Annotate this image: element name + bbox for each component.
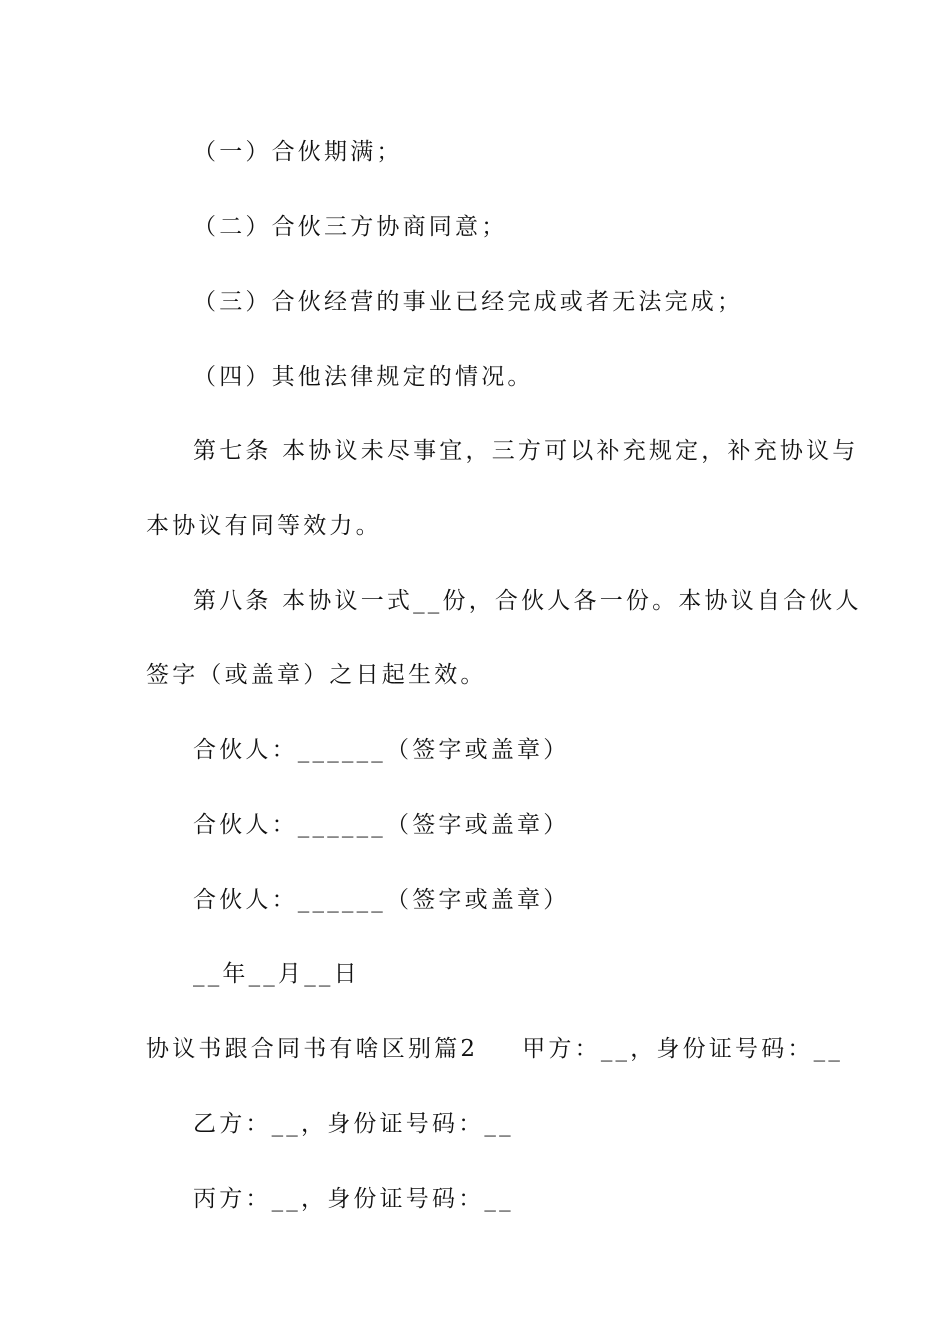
partner-signature-line: 合伙人：______（签字或盖章）: [193, 812, 570, 838]
article-seven-line-1: 第七条 本协议未尽事宜，三方可以补充规定，补充协议与: [193, 438, 859, 464]
party-c-line: 丙方：__，身份证号码：__: [193, 1186, 514, 1212]
clause-item-1: （一）合伙期满；: [193, 139, 403, 165]
party-b-line: 乙方：__，身份证号码：__: [193, 1111, 514, 1137]
partner-signature-line: 合伙人：______（签字或盖章）: [193, 737, 570, 763]
section-title-line: [146, 1034, 844, 1064]
clause-item-4: （四）其他法律规定的情况。: [193, 364, 534, 390]
article-seven-line-2: 本协议有同等效力。: [146, 513, 382, 539]
party-a-line: 甲方：__，身份证号码：__: [522, 1036, 844, 1062]
date-line: __年__月__日: [193, 961, 360, 987]
article-eight-line-1: 第八条 本协议一式__份，合伙人各一份。本协议自合伙人: [193, 588, 862, 614]
partner-signature-line: 合伙人：______（签字或盖章）: [193, 887, 570, 913]
clause-item-3: （三）合伙经营的事业已经完成或者无法完成；: [193, 289, 744, 315]
clause-item-2: （二）合伙三方协商同意；: [193, 214, 508, 240]
section-title: 协议书跟合同书有啥区别篇2: [146, 1036, 479, 1062]
article-eight-line-2: 签字（或盖章）之日起生效。: [146, 662, 487, 688]
